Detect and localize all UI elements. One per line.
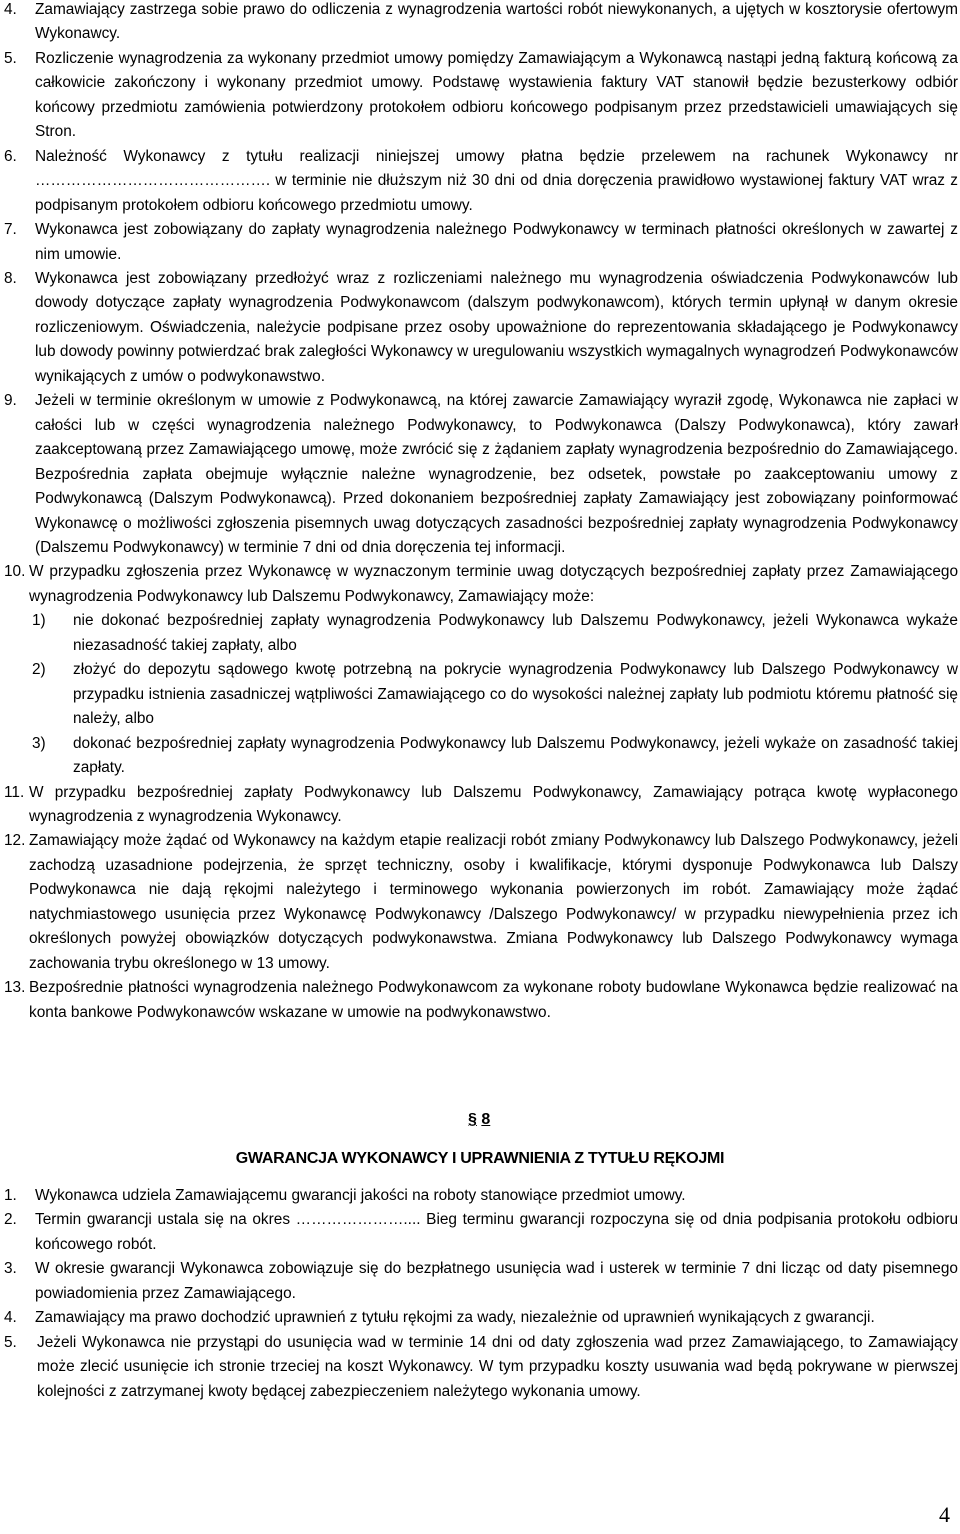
clause-10-option-3 bbox=[30, 732, 958, 781]
clause-number: 2. bbox=[4, 1211, 17, 1229]
clause-text: Wykonawca jest zobowiązany do zapłaty wynagrodzenia należnego Podwykonawcy w terminach płatności określonych w zawartej z nim umowie. bbox=[35, 221, 958, 263]
warranty-clause-2 bbox=[4, 1208, 958, 1257]
clause-text: Wykonawca jest zobowiązany przedłożyć wraz z rozliczeniami należnego mu wynagrodzenia oświadczenia Podwykonawców lub dowody dotyczące zapłaty wynagrodzenia Podwykonawcom (dalszym podwykonawcom), których termin upłynął w danym okresie rozliczeniowym. Oświadczenia, należycie podpisane przez osoby upoważnione do reprezentowania składającego je Podwykonawcy lub dowody powinny potwierdzać brak zaległości Wykonawcy w uregulowaniu wszystkich wymagalnych wynagrodzeń Podwykonawców wynikających z umów o podwykonawstwo. bbox=[35, 269, 958, 385]
option-text: złożyć do depozytu sądowego kwotę potrzebną na pokrycie wynagrodzenia Podwykonawcy lub Dalszego Podwykonawcy w przypadku istnienia zasadniczej wątpliwości Zamawiającego co do wysokości należnej zapłaty lub podmiotu któremu płatność się należy, albo bbox=[73, 661, 958, 728]
clause-11 bbox=[4, 781, 958, 830]
clause-number: 5. bbox=[4, 1333, 17, 1351]
clause-10 bbox=[4, 560, 958, 609]
clause-text: Jeżeli Wykonawca nie przystąpi do usunięcia wad w terminie 14 dni od daty zgłoszenia wad przez Zamawiającego, to Zamawiający może zlecić usunięcie ich stronie trzeciej na koszt Wykonawcy. W tym przypadku koszty usuwania wad będą pokrywane w pierwszej kolejności z zatrzymanej kwoty będącej zabezpieczeniem należytego wykonania umowy. bbox=[37, 1333, 958, 1400]
warranty-clause-3 bbox=[4, 1257, 958, 1306]
clause-number: 10. bbox=[4, 563, 26, 581]
payment-clauses bbox=[4, 0, 958, 1025]
clause-13 bbox=[4, 976, 958, 1025]
clause-text: Bezpośrednie płatności wynagrodzenia należnego Podwykonawcom za wykonane roboty budowlane Wykonawca będzie realizować na konta bankowe Podwykonawców wskazane w umowie na podwykonawstwo. bbox=[29, 979, 958, 1021]
clause-text: W okresie gwarancji Wykonawca zobowiązuje się do bezpłatnego usunięcia wad i usterek w terminie 7 dni licząc od daty pisemnego powiadomienia przez Zamawiającego. bbox=[35, 1260, 958, 1302]
clause-number: 8. bbox=[4, 269, 17, 287]
warranty-clauses bbox=[4, 1184, 958, 1404]
clause-text: Termin gwarancji ustala się na okres ………………….... Bieg terminu gwarancji rozpoczyna się od dnia podpisania protokołu odbioru końcowego robót. bbox=[35, 1211, 958, 1253]
section-mark bbox=[468, 1110, 490, 1130]
section-heading: GWARANCJA WYKONAWCY I UPRAWNIENIA Z TYTUŁU RĘKOJMI bbox=[235, 1150, 725, 1167]
clause-9 bbox=[4, 389, 958, 560]
clause-5 bbox=[4, 47, 958, 145]
section-number: 8 bbox=[481, 1111, 491, 1128]
clause-6 bbox=[4, 145, 958, 218]
clause-number: 1. bbox=[4, 1187, 17, 1204]
page-number: 4 bbox=[939, 1502, 950, 1527]
clause-text: W przypadku zgłoszenia przez Wykonawcę w wyznaczonym terminie uwag dotyczących bezpośredniej zapłaty przez Zamawiającego wynagrodzenia Podwykonawcy lub Dalszemu Podwykonawcy, Zamawiający może: bbox=[29, 563, 958, 605]
clause-text: Zamawiający ma prawo dochodzić uprawnień z tytułu rękojmi za wady, niezależnie od uprawnień wynikających z gwarancji. bbox=[35, 1309, 875, 1327]
section-mark-symbol: § bbox=[468, 1111, 477, 1128]
clause-number: 13. bbox=[4, 979, 26, 997]
clause-10-option-1 bbox=[30, 609, 958, 658]
option-number: 2) bbox=[32, 661, 46, 679]
clause-text: Wykonawca udziela Zamawiającemu gwarancji jakości na roboty stanowiące przedmiot umowy. bbox=[35, 1187, 686, 1204]
clause-4 bbox=[4, 0, 958, 47]
warranty-clause-1 bbox=[4, 1184, 958, 1208]
clause-number: 7. bbox=[4, 221, 17, 239]
clause-text: Jeżeli w terminie określonym w umowie z Podwykonawcą, na której zawarcie Zamawiający wyraził zgodę, Wykonawca nie zapłaci w całości lub w części wynagrodzenia należnego Podwykonawcy, to Podwykonawca (Dalszy Podwykonawca), który zawarł zaakceptowaną przez Zamawiającego umowę, może zwrócić się z żądaniem zapłaty wynagrodzenia bezpośrednio do Zamawiającego. Bezpośrednia zapłata obejmuje wyłącznie należne wynagrodzenie, bez odsetek, powstałe po zaakceptowaniu umowy z Podwykonawcą (Dalszym Podwykonawcą). Przed dokonaniem bezpośredniej zapłaty Zamawiający jest zobowiązany poinformować Wykonawcę o możliwości zgłoszenia pisemnych uwag dotyczących zasadności bezpośredniej zapłaty wynagrodzenia Podwykonawcy (Dalszemu Podwykonawcy) w terminie 7 dni od dnia doręczenia tej informacji. bbox=[35, 392, 958, 556]
clause-number: 3. bbox=[4, 1260, 17, 1278]
clause-8 bbox=[4, 267, 958, 389]
option-number: 3) bbox=[32, 734, 46, 752]
clause-12 bbox=[4, 829, 958, 976]
clause-text: Zamawiający zastrzega sobie prawo do odliczenia z wynagrodzenia wartości robót niewykonanych, a ujętych w kosztorysie ofertowym Wykonawcy. bbox=[35, 1, 958, 43]
clause-10-option-2 bbox=[30, 658, 958, 731]
clause-text: Rozliczenie wynagrodzenia za wykonany przedmiot umowy pomiędzy Zamawiającym a Wykonawcą nastąpi jedną fakturą końcową za całkowicie zakończony i wykonany przedmiot umowy. Podstawę wystawienia faktury VAT stanowił będzie bezusterkowy odbiór końcowy przedmiotu zamówienia potwierdzony protokołem odbioru końcowego podpisanym przez przedstawicieli umawiających się Stron. bbox=[35, 49, 958, 141]
clause-number: 5. bbox=[4, 49, 17, 67]
clause-number: 11. bbox=[4, 783, 25, 801]
clause-number: 4. bbox=[4, 1309, 17, 1327]
option-number: 1) bbox=[32, 612, 46, 630]
option-text: dokonać bezpośredniej zapłaty wynagrodzenia Podwykonawcy lub Dalszemu Podwykonawcy, jeżeli wykaże on zasadność takiej zapłaty. bbox=[73, 734, 958, 777]
clause-number: 9. bbox=[4, 392, 17, 410]
clause-text: Zamawiający może żądać od Wykonawcy na każdym etapie realizacji robót zmiany Podwykonawcy lub Dalszego Podwykonawcy, jeżeli zachodzą uzasadnione podejrzenia, że sprzęt techniczny, osoby i kwalifikacje, którymi dysponuje Podwykonawca lub Dalszy Podwykonawca nie dają rękojmi należytego i terminowego wykonania powierzonych im robót. Zamawiający może żądać natychmiastowego usunięcia przez Wykonawcę Podwykonawcy /Dalszego Podwykonawcy/ w przypadku niewypełnienia przez ich określonych powyżej obowiązków dotyczących podwykonawstwa. Zmiana Podwykonawcy lub Dalszego Podwykonawcy wymaga zachowania trybu określonego w 13 umowy. bbox=[29, 832, 958, 972]
clause-7 bbox=[4, 218, 958, 267]
clause-text: Należność Wykonawcy z tytułu realizacji niniejszej umowy płatna będzie przelewem na rachunek Wykonawcy nr ………………………………………. w terminie nie dłuższym niż 30 dni od dnia doręczenia prawidłowo wystawionej faktury VAT wraz z podpisanym protokołem odbioru końcowego przedmiotu umowy. bbox=[35, 147, 958, 214]
warranty-clause-5 bbox=[4, 1331, 958, 1404]
clause-number: 4. bbox=[4, 1, 17, 18]
warranty-clause-4 bbox=[4, 1306, 958, 1330]
clause-number: 12. bbox=[4, 832, 26, 850]
clause-text: W przypadku bezpośredniej zapłaty Podwykonawcy lub Dalszemu Podwykonawcy, Zamawiający potrąca kwotę wypłaconego wynagrodzenia z wynagrodzenia Wykonawcy. bbox=[29, 783, 958, 825]
option-text: nie dokonać bezpośredniej zapłaty wynagrodzenia Podwykonawcy lub Dalszemu Podwykonawcy, jeżeli Wykonawca wykaże niezasadność takiej zapłaty, albo bbox=[73, 612, 958, 654]
clause-number: 6. bbox=[4, 147, 17, 165]
